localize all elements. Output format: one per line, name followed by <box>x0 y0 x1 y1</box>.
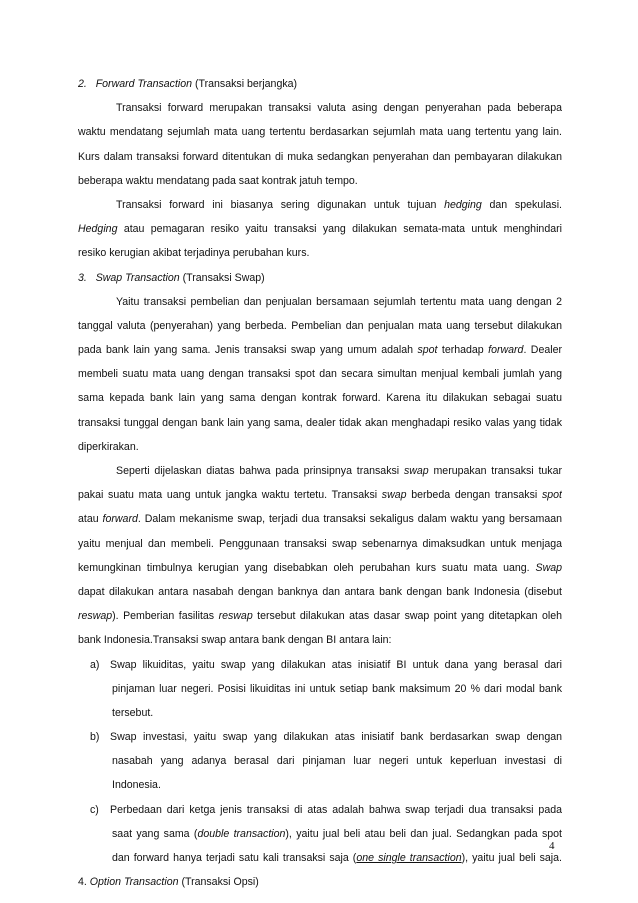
list-item-line: dan forward hanya terjadi satu kali transaksi saja (one single transaction), yaitu jual beli saja. <box>112 852 562 864</box>
paragraph-line: Transaksi forward merupakan transaksi valuta asing dengan penyerahan pada beberapa <box>116 102 562 115</box>
paragraph-line: pada bank lain yang sama. Jenis transaksi swap yang umum adalah spot terhadap forward. Dealer <box>78 344 562 357</box>
document-body <box>78 72 562 894</box>
list-item-c: c) Perbedaan dari ketga jenis transaksi di atas adalah bahwa swap terjadi dua transaksi pada <box>78 798 562 822</box>
paragraph-line: yaitu menjual dan membeli. Penggunaan transaksi swap sebenarnya dimaksudkan untuk menjaga <box>78 537 562 550</box>
page-number: 4 <box>549 840 555 852</box>
list-item-line: pinjaman luar negeri. Posisi likuiditas ini untuk setiap bank maksimum 20 % dari modal bank <box>112 682 562 695</box>
list-marker: a) <box>90 658 100 671</box>
section-heading-forward: 2. Forward Transaction (Transaksi berjangka) <box>78 78 298 90</box>
paragraph-line: beberapa waktu mendatang pada saat kontrak jatuh tempo. <box>78 174 358 187</box>
paragraph-line: bank Indonesia.Transaksi swap antara bank dengan BI antara lain: <box>78 634 392 647</box>
paragraph-line: atau forward. Dalam mekanisme swap, terjadi dua transaksi sekaligus dalam waktu yang bersamaan <box>78 513 562 526</box>
list-item-line: nasabah yang adanya berasal dari pinjaman luar negeri untuk keperluan investasi di <box>112 755 562 768</box>
paragraph-line: transaksi tunggal dengan bank lain yang sama, dealer tidak akan menghadapi resiko valas yang tidak <box>78 416 562 429</box>
paragraph-line: diperkirakan. <box>78 440 139 453</box>
list-item-a: a) Swap likuiditas, yaitu swap yang dilakukan atas inisiatif BI untuk dana yang berasal dari <box>78 653 562 677</box>
list-item-line: Indonesia. <box>112 779 161 792</box>
list-item-b: b) Swap investasi, yaitu swap yang dilakukan atas inisiatif bank berdasarkan swap dengan <box>78 725 562 749</box>
paragraph-line: membeli suatu mata uang dengan transaksi spot dan secara simultan menjual kembali jumlah yang <box>78 368 562 381</box>
list-item-line: tersebut. <box>112 706 154 719</box>
paragraph-line: resiko kerugian akibat terjadinya perubahan kurs. <box>78 247 310 260</box>
list-marker: b) <box>90 731 100 744</box>
paragraph-line: sama kepada bank lain yang sama dengan kontrak forward. Karena itu dilakukan sebagai suatu <box>78 392 562 405</box>
paragraph-line: dapat dilakukan antara nasabah dengan banknya dan antara bank dengan bank Indonesia (disebut <box>78 585 562 598</box>
paragraph-line: Seperti dijelaskan diatas bahwa pada prinsipnya transaksi swap merupakan transaksi tukar <box>116 465 562 477</box>
paragraph-line: waktu mendatang sejumlah mata uang tertentu berdasarkan sejumlah mata uang tertentu yang lain. <box>78 126 562 139</box>
paragraph-line: Transaksi forward ini biasanya sering digunakan untuk tujuan hedging dan spekulasi. <box>116 198 562 211</box>
paragraph-line: pakai suatu mata uang untuk jangka waktu tertetu. Transaksi swap berbeda dengan transaksi spot <box>78 489 562 502</box>
paragraph-line: Yaitu transaksi pembelian dan penjualan bersamaan sejumlah tertentu mata uang dengan 2 <box>116 295 562 308</box>
section-heading-option: 4. Option Transaction (Transaksi Opsi) <box>78 876 259 889</box>
list-marker: c) <box>90 803 99 816</box>
paragraph-line: Hedging atau pemagaran resiko yaitu transaksi yang dilakukan semata-mata untuk menghindari <box>78 223 562 236</box>
paragraph-line: Kurs dalam transaksi forward ditentukan di muka sedangkan penyerahan dan pembayaran dilakukan <box>78 150 562 163</box>
paragraph-line: reswap). Pemberian fasilitas reswap tersebut dilakukan atas dasar swap point yang ditetapkan oleh <box>78 610 562 623</box>
paragraph-line: kemungkinan timbulnya kerugian yang disebabkan oleh perubahan kurs suatu mata uang. Swap <box>78 561 562 574</box>
section-heading-swap: 3. Swap Transaction (Transaksi Swap) <box>78 271 265 284</box>
list-item-line: saat yang sama (double transaction), yaitu jual beli atau beli dan jual. Sedangkan pada spot <box>112 827 562 840</box>
paragraph-line: tanggal valuta (penyerahan) yang berbeda. Pembelian dan penjualan mata uang tersebut dilakukan <box>78 319 562 332</box>
